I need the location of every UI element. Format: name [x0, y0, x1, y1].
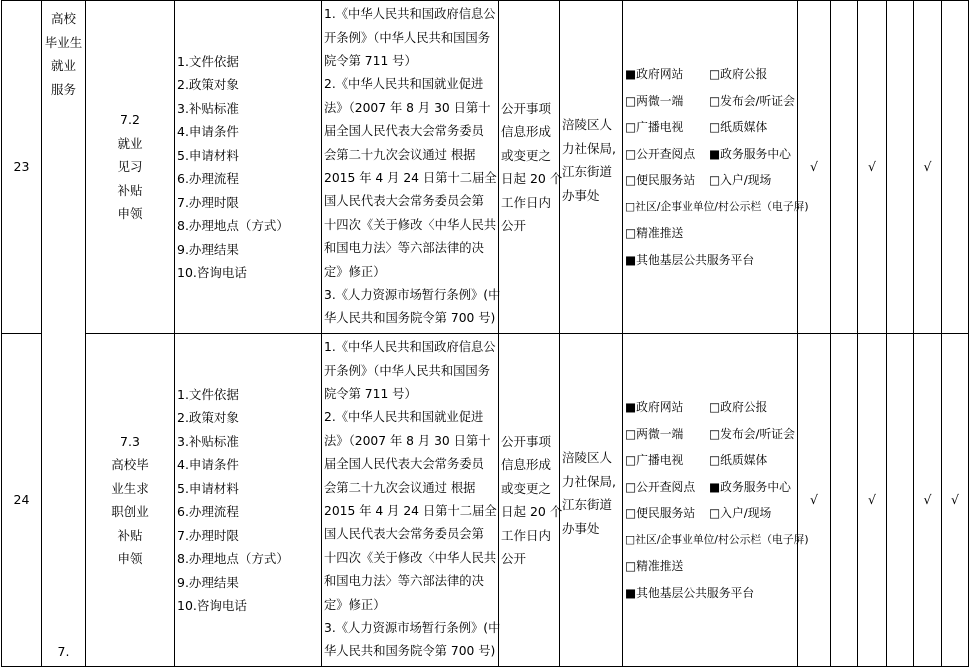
row-index: 24 [2, 334, 42, 667]
check-cell [942, 1, 969, 334]
item-name: 7.2 就业 见习 补贴 申领 [86, 1, 175, 334]
disclosure-subject: 涪陵区人 力社保局, 江东街道 办事处 [560, 334, 623, 667]
disclosure-contents: 1.文件依据 2.政策对象 3.补贴标准 4.申请条件 5.申请材料 6.办理流程 7.办理时限 8.办理地点（方式） 9.办理结果 10.咨询电话 [175, 334, 322, 667]
table-row [2, 1, 969, 334]
check-cell: √ [858, 1, 887, 334]
check-cell: √ [798, 334, 831, 667]
disclosure-timeline: 公开事项 信息形成 或变更之 日起 20 个 工作日内 公开 [499, 1, 560, 334]
category-label: 就业 [50, 58, 76, 73]
check-cell [831, 334, 858, 667]
disclosure-contents: 1.文件依据 2.政策对象 3.补贴标准 4.申请条件 5.申请材料 6.办理流程 7.办理时限 8.办理地点（方式） 9.办理结果 10.咨询电话 [175, 1, 322, 334]
check-cell [887, 334, 914, 667]
check-cell: √ [798, 1, 831, 334]
legal-basis: 1.《中华人民共和国政府信息公 开条例》（中华人民共和国国务 院令第 711 号） 2.《中华人民共和国就业促进 法》（2007 年 8 月 30 日第十 届全国人民代表大会常务委员 会第二十九次会议通过 根据 2015 年 4 月 24 日第十二届全 国人民代表大会常务委员会第 十四次《关于修改〈中华人民共 和国电力法〉等六部法律的决 定》修正） 3.《人力资源市场暂行条例》(中 华人民共和国务院令第 700 号) [322, 334, 499, 667]
table-row [2, 334, 969, 667]
category-label: 毕业生 [44, 34, 83, 50]
disclosure-channels: ■政府网站 □政府公报 □两微一端 □发布会/听证会 □广播电视 □纸质媒体 □公开查阅点 ■政务服务中心 □便民服务站 □入户/现场 □社区/企事业单位/村公示栏（电子屏) □精准推送 ■其他基层公共服务平台 [623, 1, 798, 334]
category-cell [42, 1, 86, 667]
legal-basis: 1.《中华人民共和国政府信息公 开条例》（中华人民共和国国务 院令第 711 号） 2.《中华人民共和国就业促进 法》（2007 年 8 月 30 日第十 届全国人民代表大会常务委员 会第二十九次会议通过 根据 2015 年 4 月 24 日第十二届全 国人民代表大会常务委员会第 十四次《关于修改〈中华人民共 和国电力法〉等六部法律的决 定》修正） 3.《人力资源市场暂行条例》(中 华人民共和国务院令第 700 号) [322, 1, 499, 334]
row-index: 23 [2, 1, 42, 334]
category-label: 服务 [50, 81, 76, 97]
disclosure-timeline: 公开事项 信息形成 或变更之 日起 20 个 工作日内 公开 [499, 334, 560, 667]
disclosure-channels: ■政府网站 □政府公报 □两微一端 □发布会/听证会 □广播电视 □纸质媒体 □公开查阅点 ■政务服务中心 □便民服务站 □入户/现场 □社区/企事业单位/村公示栏（电子屏) □精准推送 ■其他基层公共服务平台 [623, 334, 798, 667]
category-footer: 7. [57, 643, 70, 659]
check-cell [887, 1, 914, 334]
disclosure-subject: 涪陵区人 力社保局, 江东街道 办事处 [560, 1, 623, 334]
check-cell: √ [914, 1, 942, 334]
check-cell: √ [914, 334, 942, 667]
category-label: 高校 [50, 11, 76, 26]
disclosure-table [1, 0, 969, 667]
item-name: 7.3 高校毕 业生求 职创业 补贴 申领 [86, 334, 175, 667]
check-cell [831, 1, 858, 334]
check-cell: √ [942, 334, 969, 667]
check-cell: √ [858, 334, 887, 667]
